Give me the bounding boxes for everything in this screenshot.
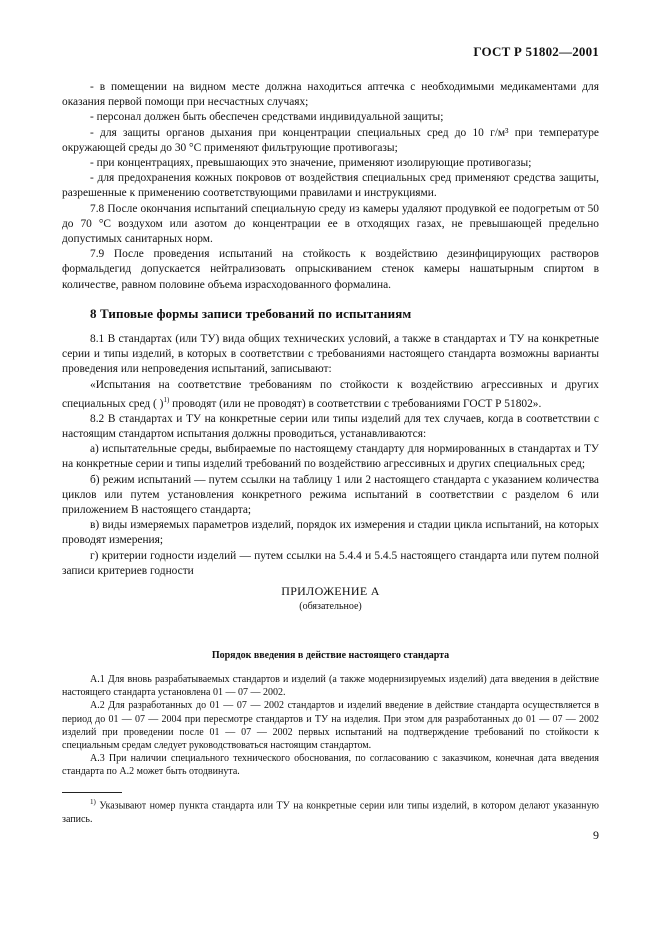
annex-text (62, 673, 599, 779)
quote-paragraph (62, 378, 599, 412)
footnote (62, 796, 599, 826)
footnote-ref: 1) (163, 395, 170, 404)
paragraph: 8.1 В стандартах (или ТУ) вида общих технических условий, а также в стандартах и ТУ на конкретные серии и типы изделий, в которых в соответствии с требованиями настоящего стандарта возможны варианты проведения или непроведения испытаний, записывают: (62, 333, 599, 376)
paragraph: - персонал должен быть обеспечен средствами индивидуальной защиты; (90, 111, 444, 124)
paragraph: - при концентрациях, превышающих это значение, применяют изолирующие противогазы; (90, 157, 532, 170)
footnote-text: Указывают номер пункта стандарта или ТУ на конкретные серии или типы изделий, в котором делают указанную запись. (62, 800, 599, 825)
paragraph: - в помещении на видном месте должна находиться аптечка с необходимыми медикаментами для оказания первой помощи при несчастных случаях; (62, 81, 599, 109)
list-item: б) режим испытаний — путем ссылки на таблицу 1 или 2 настоящего стандарта с указанием количества циклов или путем установления конкретного режима испытаний в соответствии с разделом 6 или приложением В настоящего стандарта; (62, 473, 599, 517)
paragraph: 7.9 После проведения испытаний на стойкость к воздействию дезинфицирующих растворов формальдегид допускается нейтрализовать опрыскиванием стенок камеры нашатырным спиртом в количестве, равном половине объема израсходованного формалина. (62, 248, 599, 291)
footnote-divider (62, 792, 122, 793)
list-item: г) критерии годности изделий — путем ссылки на 5.4.4 и 5.4.5 настоящего стандарта или путем полной записи критериев годности (62, 549, 599, 577)
annex-title: ПРИЛОЖЕНИЕ А (281, 584, 380, 598)
annex-paragraph: А.2 Для разработанных до 01 — 07 — 2002 стандартов и изделий введение в действие стандарта осуществляется в период до 01 — 07 — 2004 при пересмотре стандартов и ТУ на изделия. При этом для разработанных до 01 — 07 — 2002 изделий при проведении после 01 — 07 — 2002 первых испытаний на подтверждение требований по стойкости к специальным средам следует руководствоваться настоящим стандартом. (62, 700, 599, 752)
quote-text-end: проводят (или не проводят) в соответствии с требованиями ГОСТ Р 51802». (169, 397, 542, 410)
annex-heading (62, 584, 599, 612)
list-item: а) испытательные среды, выбираемые по настоящему стандарту для нормированных в стандартах и ТУ на конкретные серии и типы изделий требований по воздействию агрессивных и других специальных сред; (62, 443, 599, 471)
paragraph: - для предохранения кожных покровов от воздействия специальных сред применяют средства защиты, разрешенные к применению соответствующими правилами и инструкциями. (62, 172, 599, 200)
paragraph: 8.2 В стандартах и ТУ на конкретные серии или типы изделий для тех случаев, когда в соответствии с настоящим стандартом испытания должны проводиться, устанавливаются: (62, 412, 599, 441)
annex-order-title: Порядок введения в действие настоящего стандарта (211, 650, 450, 661)
footnote-mark: 1) (90, 798, 96, 806)
annex-subtitle: (обязательное) (299, 601, 362, 612)
paragraph: 7.8 После окончания испытаний специальную среду из камеры удаляют продувкой ее подогретым от 50 до 70 °С воздухом или азотом до концентрации ее в отходящих газах, не превышающей предельно допустимых санитарных норм. (62, 202, 599, 246)
page-number: 9 (593, 828, 599, 842)
paragraph: - для защиты органов дыхания при концентрации специальных сред до 10 г/м³ при температуре окружающей среды до 30 °С применяют фильтрующие противогазы; (62, 126, 599, 154)
main-text (62, 80, 599, 579)
annex-paragraph: А.1 Для вновь разрабатываемых стандартов и изделий (а также модернизируемых изделий) дата введения в действие настоящего стандарта установлена 01 — 07 — 2002. (62, 674, 599, 699)
standard-code-header: ГОСТ Р 51802—2001 (473, 44, 599, 59)
section-title: 8 Типовые формы записи требований по испытаниям (90, 305, 412, 321)
list-item: в) виды измеряемых параметров изделий, порядок их измерения и стадии цикла испытаний, на которых проводят измерения; (62, 519, 599, 547)
annex-paragraph: А.3 При наличии специального технического обоснования, по согласованию с заказчиком, конечная дата введения стандарта по А.2 может быть отодвинута. (62, 753, 599, 778)
quote-text: «Испытания на соответствие требованиям по стойкости к воздействию агрессивных и других специальных сред ( ) (62, 378, 599, 410)
